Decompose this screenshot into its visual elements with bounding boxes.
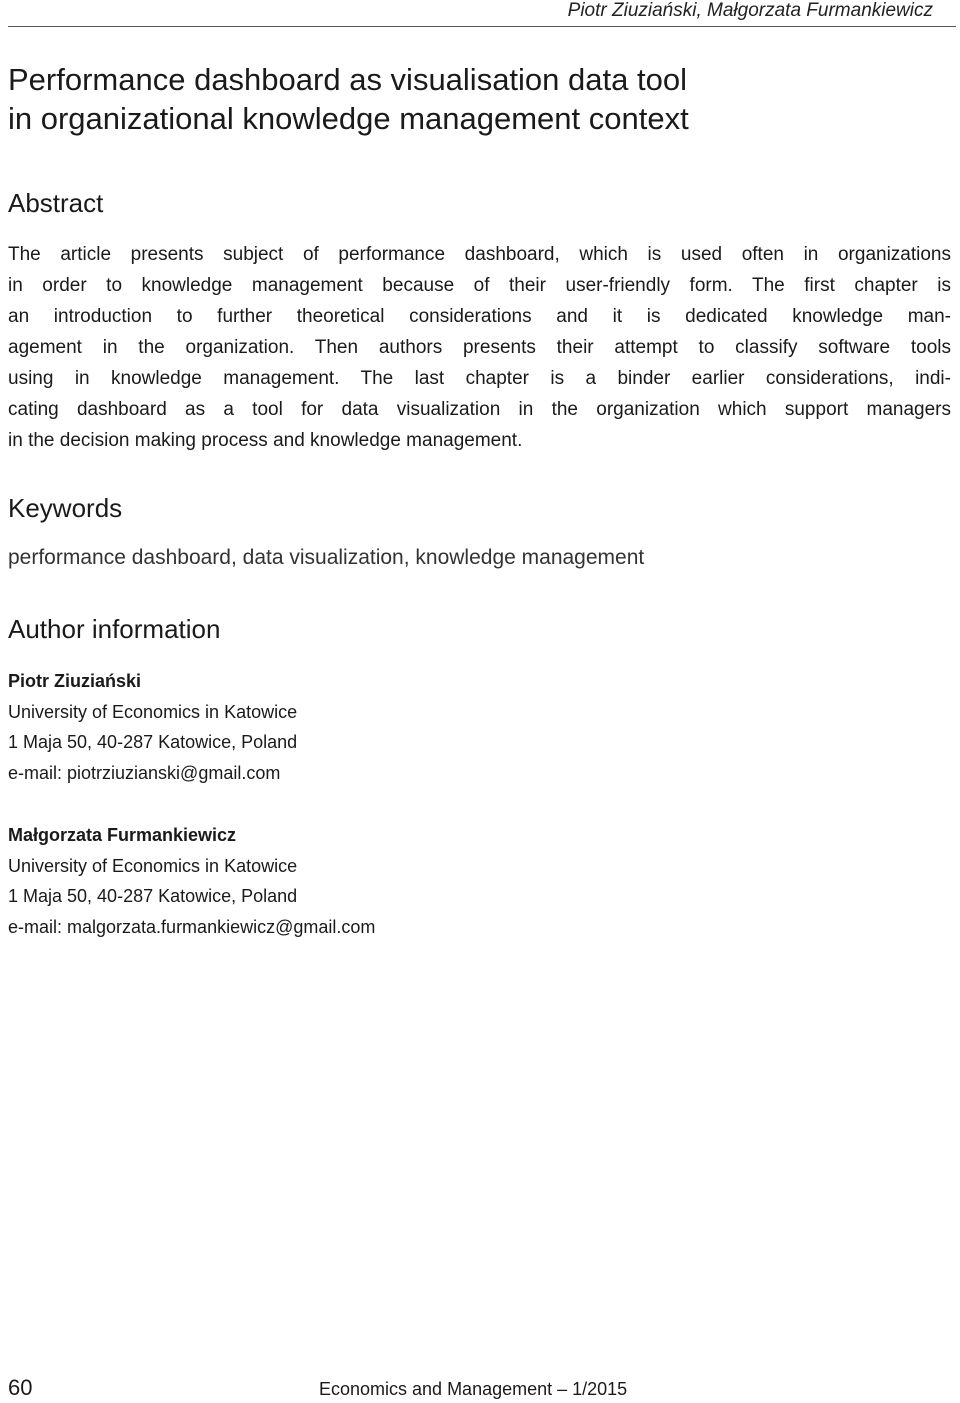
- title-line: in organizational knowledge management context: [8, 101, 689, 136]
- abstract-text: [8, 239, 951, 456]
- abstract-line: in the decision making process and knowledge management.: [8, 430, 523, 451]
- author-block: [8, 666, 297, 789]
- author-name: Piotr Ziuziański: [8, 671, 142, 691]
- abstract-line: The article presents subject of performance dashboard, which is used often in organizations: [8, 244, 951, 265]
- header-rule: [8, 26, 956, 27]
- title-line: Performance dashboard as visualisation data tool: [8, 62, 687, 97]
- page-number: 60: [8, 1375, 33, 1400]
- journal-footer: Economics and Management – 1/2015: [319, 1379, 628, 1399]
- abstract-line: in order to knowledge management because of their user-friendly form. The first chapter is: [8, 275, 951, 296]
- keywords-heading: Keywords: [8, 493, 123, 523]
- author-affiliation: University of Economics in Katowice: [8, 701, 298, 722]
- abstract-line: agement in the organization. Then authors presents their attempt to classify software tools: [8, 337, 951, 358]
- author-block: [8, 820, 375, 943]
- abstract-heading: Abstract: [8, 188, 104, 218]
- author-name: Małgorzata Furmankiewicz: [8, 825, 237, 845]
- author-email: e-mail: piotrziuzianski@gmail.com: [8, 763, 281, 784]
- article-title: [8, 60, 948, 138]
- author-address: 1 Maja 50, 40-287 Katowice, Poland: [8, 886, 298, 907]
- abstract-line: an introduction to further theoretical considerations and it is dedicated knowledge man-: [8, 306, 951, 327]
- author-affiliation: University of Economics in Katowice: [8, 855, 298, 876]
- abstract-line: cating dashboard as a tool for data visualization in the organization which support managers: [8, 399, 951, 420]
- author-address: 1 Maja 50, 40-287 Katowice, Poland: [8, 732, 298, 753]
- keywords-text: performance dashboard, data visualization, knowledge management: [8, 546, 645, 569]
- author-email: e-mail: malgorzata.furmankiewicz@gmail.com: [8, 917, 376, 938]
- abstract-line: using in knowledge management. The last chapter is a binder earlier considerations, indi-: [8, 368, 951, 389]
- running-head: Piotr Ziuziański, Małgorzata Furmankiewicz: [567, 0, 933, 21]
- author-information-heading: Author information: [8, 614, 221, 644]
